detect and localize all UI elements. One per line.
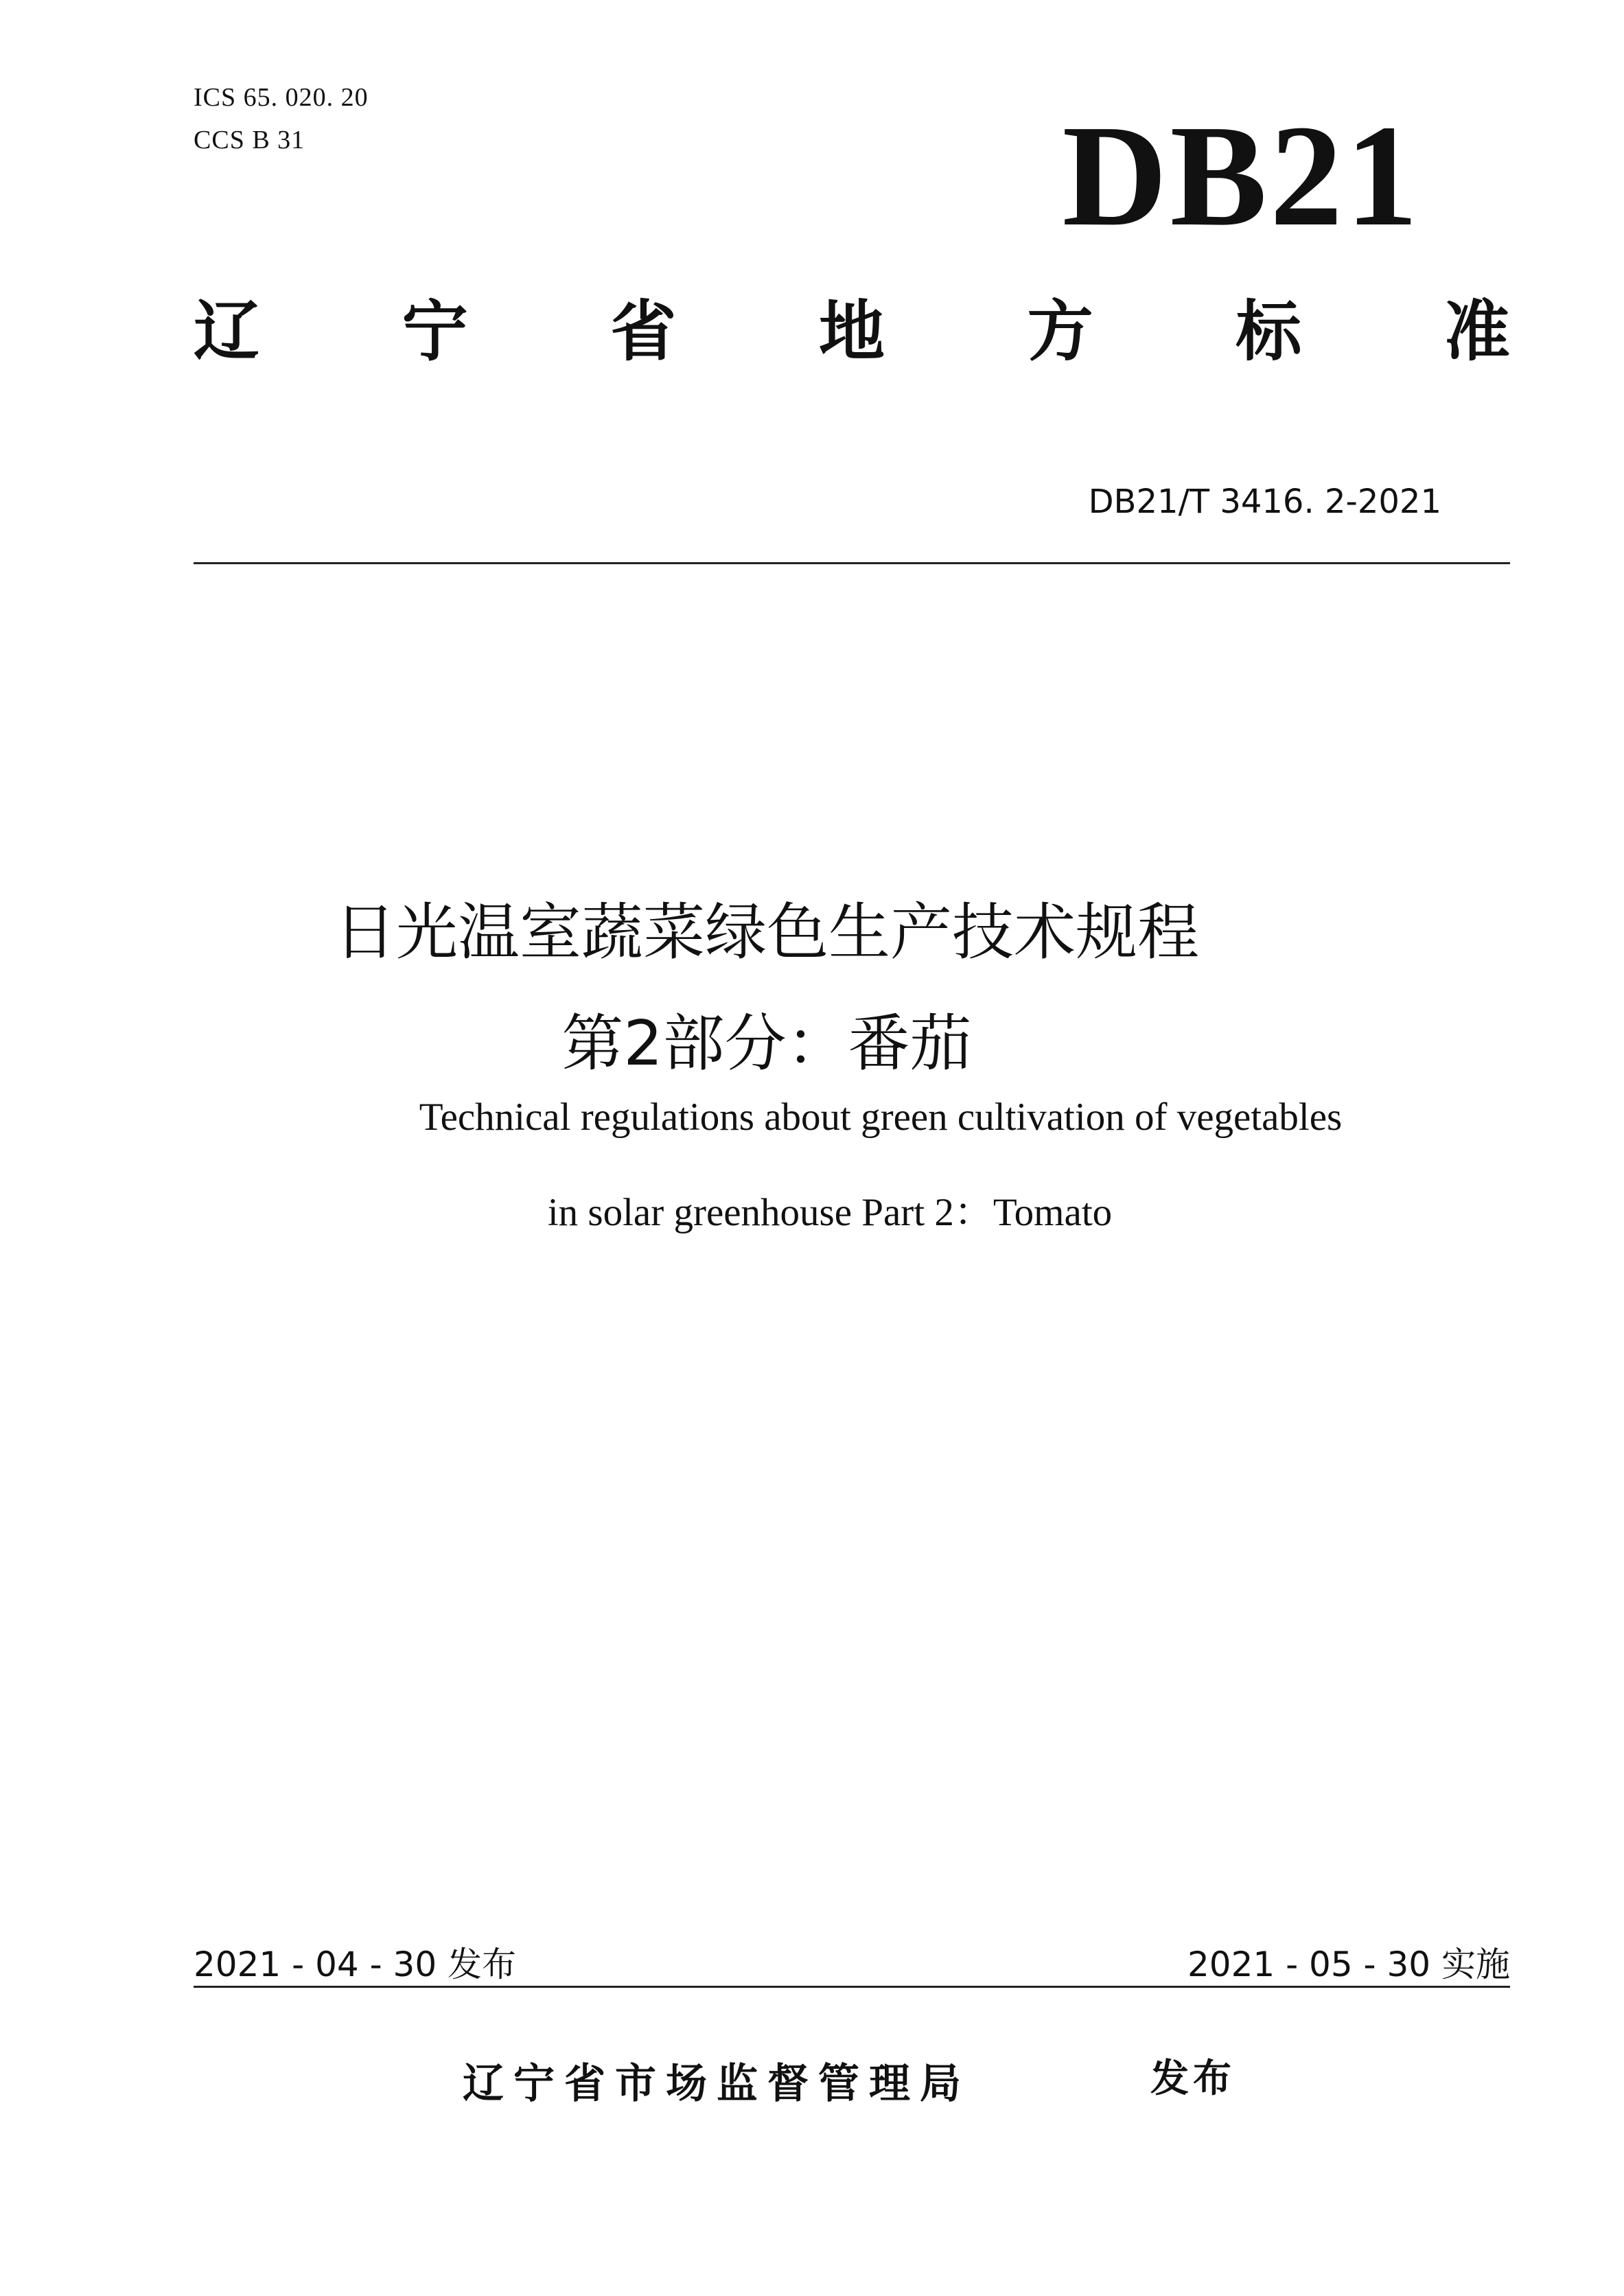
standard-number: DB21/T 3416. 2-2021: [1088, 483, 1441, 521]
standard-type-char: 方: [1027, 293, 1093, 370]
standard-type-char: 地: [818, 293, 885, 370]
english-title-line-1: Technical regulations about green cultivation of vegetables: [419, 1095, 1343, 1139]
ics-code: ICS 65. 020. 20: [194, 83, 369, 112]
document-title: 日光温室蔬菜绿色生产技术规程: [334, 896, 1199, 969]
standard-logo: DB21: [1062, 95, 1421, 256]
publish-date: 2021 - 04 - 30 发布: [194, 1945, 517, 1984]
standard-type-heading: [194, 294, 1510, 369]
publisher-organization: 辽宁省市场监督管理局: [463, 2060, 971, 2108]
standard-type-char: 宁: [402, 293, 468, 370]
ccs-code: CCS B 31: [194, 126, 305, 154]
implementation-date: 2021 - 05 - 30 实施: [1187, 1945, 1510, 1984]
bottom-divider: [194, 1986, 1510, 1988]
standard-type-char: 准: [1443, 293, 1510, 370]
top-divider: [194, 562, 1510, 564]
document-part-title: 第2部分：番茄: [561, 1008, 972, 1080]
standard-type-char: 标: [1236, 293, 1302, 370]
publisher-action: 发布: [1150, 2056, 1236, 2101]
english-title-line-2: in solar greenhouse Part 2：Tomato: [547, 1191, 1113, 1234]
standard-type-char: 省: [610, 293, 677, 370]
standard-type-char: 辽: [194, 293, 259, 370]
